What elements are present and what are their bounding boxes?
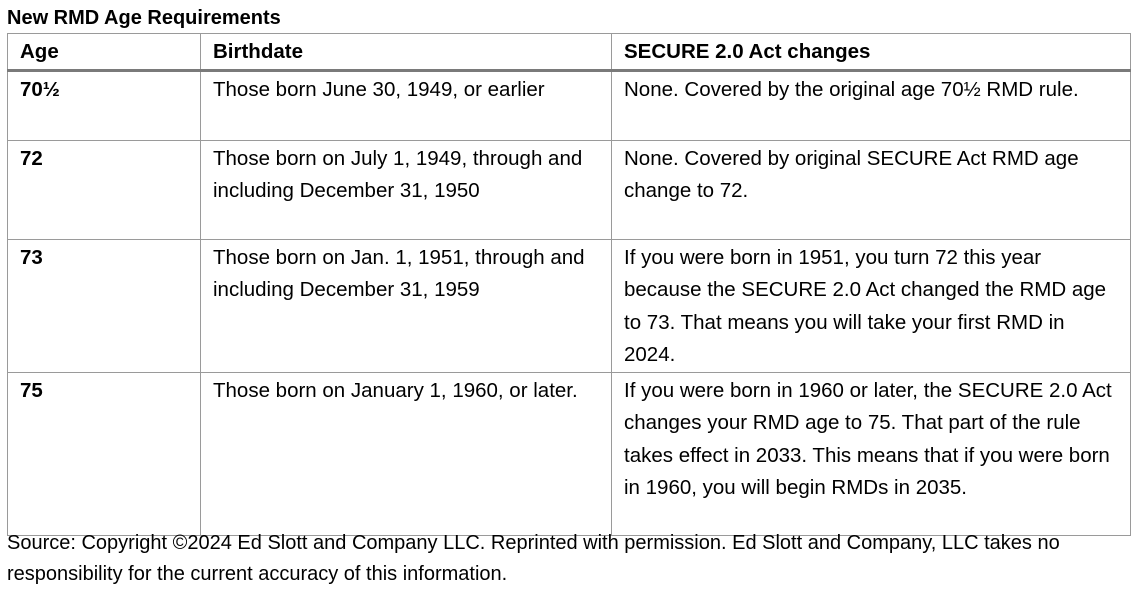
- age-cell: 72: [8, 140, 201, 239]
- changes-cell: None. Covered by original SECURE Act RMD age change to 72.: [612, 140, 1131, 239]
- age-cell: 70½: [8, 70, 201, 140]
- birthdate-cell: Those born on July 1, 1949, through and including December 31, 1950: [201, 140, 612, 239]
- age-cell: 75: [8, 372, 201, 535]
- birthdate-cell: Those born on January 1, 1960, or later.: [201, 372, 612, 535]
- table-row: [8, 70, 1131, 140]
- column-header-changes: SECURE 2.0 Act changes: [612, 34, 1131, 71]
- age-cell: 73: [8, 239, 201, 372]
- table-row: [8, 239, 1131, 372]
- changes-cell: None. Covered by the original age 70½ RMD rule.: [612, 70, 1131, 140]
- table-title: New RMD Age Requirements: [7, 7, 281, 29]
- table-header-row: [8, 34, 1131, 71]
- changes-cell: If you were born in 1951, you turn 72 this year because the SECURE 2.0 Act changed the RMD age to 73. That means you will take your first RMD in 2024.: [612, 239, 1131, 372]
- rmd-age-table: [7, 33, 1131, 536]
- source-note: Source: Copyright ©2024 Ed Slott and Company LLC. Reprinted with permission. Ed Slott and Company, LLC takes no responsibility for the current accuracy of this information.: [7, 532, 1060, 585]
- table-row: [8, 140, 1131, 239]
- changes-cell: If you were born in 1960 or later, the SECURE 2.0 Act changes your RMD age to 75. That part of the rule takes effect in 2033. This means that if you were born in 1960, you will begin RMDs in 2035.: [612, 372, 1131, 535]
- column-header-birthdate: Birthdate: [201, 34, 612, 71]
- birthdate-cell: Those born on Jan. 1, 1951, through and including December 31, 1959: [201, 239, 612, 372]
- table-row: [8, 372, 1131, 535]
- column-header-age: Age: [8, 34, 201, 71]
- birthdate-cell: Those born June 30, 1949, or earlier: [201, 70, 612, 140]
